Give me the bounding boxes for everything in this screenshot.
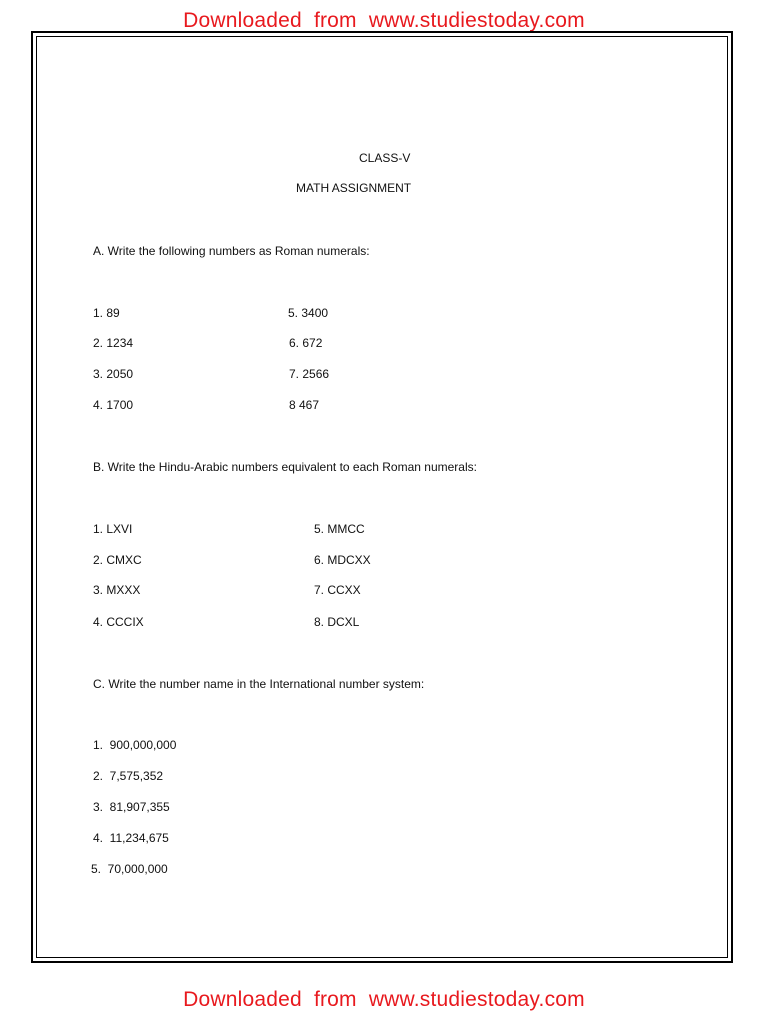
section-a-item: 7. 2566 <box>289 367 330 381</box>
section-b-item: 1. LXVI <box>93 522 133 536</box>
section-c-item: 2. 7,575,352 <box>93 769 164 783</box>
section-a-item: 8 467 <box>289 398 320 412</box>
section-b-item: 6. MDCXX <box>314 553 371 567</box>
section-b-item: 3. MXXX <box>93 583 141 597</box>
section-b-item: 8. DCXL <box>314 615 360 629</box>
section-b-item: 2. CMXC <box>93 553 142 567</box>
section-b-item: 7. CCXX <box>314 583 361 597</box>
section-c-item: 3. 81,907,355 <box>93 800 170 814</box>
section-b-item: 4. CCCIX <box>93 615 144 629</box>
section-b-item: 5. MMCC <box>314 522 365 536</box>
section-c-item: 4. 11,234,675 <box>93 831 169 845</box>
page-border-inner <box>36 36 728 958</box>
assignment-title: MATH ASSIGNMENT <box>296 181 412 195</box>
class-label: CLASS-V <box>359 151 411 165</box>
section-a-item: 2. 1234 <box>93 336 134 350</box>
section-a-instruction: A. Write the following numbers as Roman numerals: <box>93 244 370 258</box>
section-a-item: 4. 1700 <box>93 398 134 412</box>
section-a-item: 6. 672 <box>289 336 323 350</box>
section-b-instruction: B. Write the Hindu-Arabic numbers equivalent to each Roman numerals: <box>93 460 477 474</box>
watermark-top: Downloaded from www.studiestoday.com <box>183 9 585 32</box>
section-a-item: 5. 3400 <box>288 306 329 320</box>
section-a-item: 1. 89 <box>93 306 120 320</box>
section-a-item: 3. 2050 <box>93 367 134 381</box>
section-c-instruction: C. Write the number name in the International number system: <box>93 677 425 691</box>
section-c-item: 5. 70,000,000 <box>91 862 168 876</box>
watermark-bottom: Downloaded from www.studiestoday.com <box>183 988 585 1011</box>
section-c-item: 1. 900,000,000 <box>93 738 177 752</box>
